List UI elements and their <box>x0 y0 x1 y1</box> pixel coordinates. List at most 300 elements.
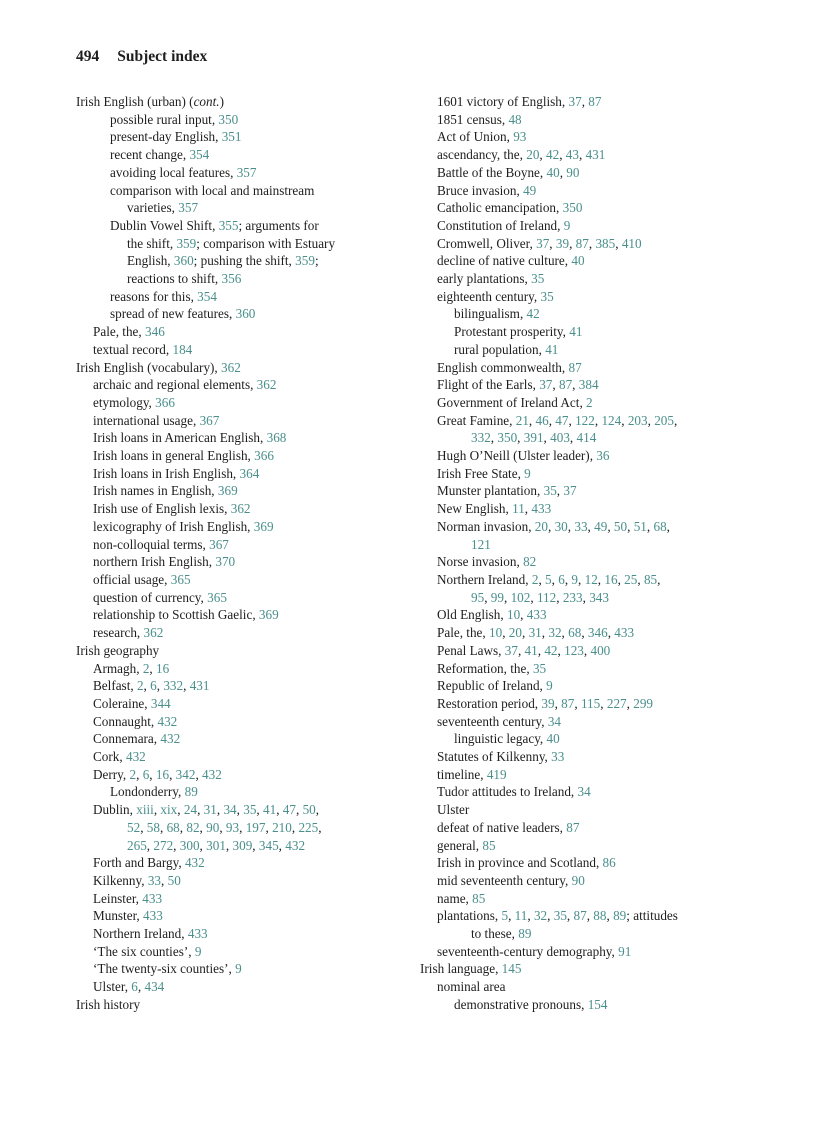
page-reference-link[interactable]: 391 <box>523 430 544 446</box>
page-reference-link[interactable]: 51 <box>633 518 647 534</box>
entry-text: reasons for this, <box>110 288 198 304</box>
entry-text: , <box>219 819 226 835</box>
entry-text: Munster plantation, <box>437 483 544 499</box>
page-reference-link[interactable]: 2 <box>142 660 150 676</box>
entry-text: mid seventeenth century, <box>437 872 572 888</box>
entry-text: textual record, <box>93 341 173 357</box>
page-reference-link[interactable]: 432 <box>157 713 178 729</box>
entry-text: , <box>179 819 187 835</box>
index-entry <box>420 482 760 500</box>
page-reference-link[interactable]: 34 <box>547 713 562 729</box>
index-entry <box>76 872 406 890</box>
page-reference-link[interactable]: 350 <box>562 200 583 216</box>
page-reference-link[interactable]: 355 <box>218 217 239 233</box>
entry-text: , <box>588 235 596 251</box>
entry-text: Penal Laws, <box>437 642 505 658</box>
index-entry <box>76 447 406 465</box>
page-reference-link[interactable]: 351 <box>221 129 242 145</box>
index-entry <box>420 465 760 483</box>
entry-text: , <box>568 412 576 428</box>
index-entry <box>76 854 406 872</box>
page-reference-link[interactable]: 9 <box>546 678 553 694</box>
page-reference-link[interactable]: 112 <box>536 589 557 605</box>
page-reference-link[interactable]: 68 <box>653 518 667 534</box>
entry-text: , <box>574 695 581 711</box>
entry-text: bilingualism, <box>454 306 527 322</box>
entry-text: Connaught, <box>93 713 158 729</box>
page-reference-link[interactable]: 35 <box>540 288 554 304</box>
page-reference-link[interactable]: 37 <box>539 377 553 393</box>
page-reference-link[interactable]: 122 <box>575 412 595 428</box>
entry-text: , <box>137 979 145 995</box>
entry-text: , <box>239 819 246 835</box>
entry-text: question of currency, <box>93 589 208 605</box>
page-reference-link[interactable]: 35 <box>553 908 567 924</box>
page-reference-link[interactable]: 2 <box>531 571 539 587</box>
entry-text: Connemara, <box>93 731 161 747</box>
page-reference-link[interactable]: 356 <box>221 271 242 287</box>
page-reference-link[interactable]: 9 <box>524 465 531 481</box>
index-entry <box>420 235 760 253</box>
page-reference-link[interactable]: 359 <box>295 253 315 269</box>
page-reference-link[interactable]: 2 <box>136 678 144 694</box>
page-reference-link[interactable]: 47 <box>282 802 296 818</box>
page-reference-link[interactable]: 87 <box>561 695 575 711</box>
page-reference-link[interactable]: 40 <box>571 253 585 269</box>
page-reference-link[interactable]: 2 <box>129 766 137 782</box>
page-reference-link[interactable]: 41 <box>263 802 277 818</box>
page-reference-link[interactable]: 123 <box>564 642 584 658</box>
page-reference-link[interactable]: 233 <box>562 589 583 605</box>
page-reference-link[interactable]: 32 <box>533 908 548 924</box>
entry-text: , <box>183 678 190 694</box>
entry-text: , <box>508 908 515 924</box>
entry-text: ; <box>314 253 319 269</box>
entry-text: , <box>199 837 207 853</box>
entry-text: , <box>569 235 576 251</box>
entry-text: , <box>551 571 559 587</box>
page-reference-link[interactable]: xix <box>160 802 178 818</box>
page-reference-link[interactable]: 265 <box>127 837 147 853</box>
entry-text: timeline, <box>437 766 487 782</box>
page-reference-link[interactable]: 5 <box>545 571 552 587</box>
index-entry <box>76 146 406 164</box>
entry-text: , <box>521 625 529 641</box>
index-entry <box>420 978 760 996</box>
page-reference-link[interactable]: 433 <box>142 890 163 906</box>
page-reference-link[interactable]: 39 <box>555 235 570 251</box>
entry-text: , <box>607 518 614 534</box>
page-reference-link[interactable]: 197 <box>245 819 266 835</box>
page-reference-link[interactable]: 41 <box>524 642 538 658</box>
page-reference-link[interactable]: 434 <box>144 979 165 995</box>
page-reference-link[interactable]: 90 <box>566 164 580 180</box>
page-reference-link[interactable]: 6 <box>150 678 157 694</box>
page-reference-link[interactable]: 432 <box>202 766 222 782</box>
page-reference-link[interactable]: 20 <box>508 625 522 641</box>
page-reference-link[interactable]: 354 <box>197 288 217 304</box>
page-reference-link[interactable]: 370 <box>215 554 236 570</box>
page-reference-link[interactable]: 384 <box>578 377 599 393</box>
entry-text: Pale, the, <box>437 625 490 641</box>
page-reference-link[interactable]: 362 <box>143 625 164 641</box>
index-entry <box>420 553 760 571</box>
page-reference-link[interactable]: 10 <box>489 625 503 641</box>
entry-text: , <box>657 571 661 587</box>
index-entry <box>420 376 760 394</box>
entry-text: , <box>581 625 588 641</box>
page-reference-link[interactable]: 34 <box>577 784 591 800</box>
page-reference-link[interactable]: 24 <box>183 802 198 818</box>
page-reference-link[interactable]: 50 <box>613 518 628 534</box>
page-reference-link[interactable]: 25 <box>624 571 638 587</box>
page-reference-link[interactable]: 99 <box>490 589 504 605</box>
page-reference-link[interactable]: 403 <box>550 430 570 446</box>
entry-text: , <box>583 642 591 658</box>
entry-text: , <box>556 589 563 605</box>
page-reference-link[interactable]: 366 <box>254 448 274 464</box>
page-reference-link[interactable]: 48 <box>508 111 522 127</box>
page-reference-link[interactable]: 89 <box>613 908 627 924</box>
page-reference-link[interactable]: 16 <box>155 766 170 782</box>
page-reference-link[interactable]: 346 <box>587 625 608 641</box>
index-entry <box>76 925 406 943</box>
page-reference-link[interactable]: 433 <box>531 501 552 517</box>
page-reference-link[interactable]: 82 <box>186 819 200 835</box>
index-entry <box>76 465 406 483</box>
entry-text: 1851 census, <box>437 111 509 127</box>
page-reference-link[interactable]: 37 <box>536 235 550 251</box>
page-reference-link[interactable]: 12 <box>584 571 598 587</box>
page-reference-link[interactable]: 95 <box>471 589 485 605</box>
entry-text: , <box>153 802 161 818</box>
entry-text: , <box>315 802 320 818</box>
page-reference-link[interactable]: 432 <box>125 749 146 765</box>
entry-text: Ulster, <box>93 979 132 995</box>
page-reference-link[interactable]: 33 <box>574 518 588 534</box>
index-entry <box>76 536 406 554</box>
page-reference-link[interactable]: 39 <box>541 695 555 711</box>
page-reference-link[interactable]: 43 <box>565 147 579 163</box>
entry-text: Irish loans in Irish English, <box>93 465 240 481</box>
index-entry <box>76 359 406 377</box>
page-reference-link[interactable]: 145 <box>501 961 522 977</box>
page-reference-link[interactable]: 332 <box>471 430 491 446</box>
page-reference-link[interactable]: 86 <box>602 855 616 871</box>
page-reference-link[interactable]: 184 <box>172 341 193 357</box>
page-reference-link[interactable]: 367 <box>209 536 229 552</box>
page-reference-link[interactable]: 364 <box>239 465 260 481</box>
page-reference-link[interactable]: 400 <box>590 642 611 658</box>
page-reference-link[interactable]: 433 <box>614 625 635 641</box>
page-reference-link[interactable]: 366 <box>155 394 175 410</box>
entry-text: Government of Ireland Act, <box>437 394 587 410</box>
page-reference-link[interactable]: 419 <box>486 766 507 782</box>
page-reference-link[interactable]: 35 <box>531 271 545 287</box>
page-reference-link[interactable]: 205 <box>654 412 674 428</box>
entry-text: , <box>581 94 589 109</box>
page-reference-link[interactable]: 82 <box>523 554 537 570</box>
page-reference-link[interactable]: 432 <box>285 837 306 853</box>
page-reference-link[interactable]: 9 <box>194 943 202 959</box>
page-reference-link[interactable]: 87 <box>573 908 587 924</box>
page-reference-link[interactable]: 346 <box>145 324 165 340</box>
entry-text: , <box>549 235 556 251</box>
entry-text: non-colloquial terms, <box>93 536 210 552</box>
entry-text: , <box>554 695 562 711</box>
page-reference-link[interactable]: 360 <box>173 253 194 269</box>
page-reference-link[interactable]: 433 <box>143 908 163 924</box>
page-reference-link[interactable]: 41 <box>569 324 583 340</box>
page-reference-link[interactable]: 49 <box>523 182 537 198</box>
page-reference-link[interactable]: 58 <box>146 819 160 835</box>
page-reference-link[interactable]: 68 <box>568 625 582 641</box>
entry-text: , <box>517 430 524 446</box>
page-reference-link[interactable]: 368 <box>266 430 287 446</box>
page-reference-link[interactable]: 31 <box>203 802 217 818</box>
page-reference-link[interactable]: 50 <box>302 802 316 818</box>
page-reference-link[interactable]: 2 <box>586 394 593 410</box>
page-reference-link[interactable]: xiii <box>136 802 154 818</box>
page-reference-link[interactable]: 33 <box>147 872 162 888</box>
page-reference-link[interactable]: 42 <box>526 306 540 322</box>
page-reference-link[interactable]: 87 <box>566 819 580 835</box>
entry-text: official usage, <box>93 571 171 587</box>
page-reference-link[interactable]: 299 <box>633 695 653 711</box>
entry-text: , <box>149 660 156 676</box>
page-reference-link[interactable]: 89 <box>518 926 532 942</box>
page-reference-link[interactable]: 93 <box>225 819 240 835</box>
page-header <box>76 48 207 66</box>
page-reference-link[interactable]: 31 <box>528 625 542 641</box>
page-reference-link[interactable]: 85 <box>643 571 658 587</box>
page-reference-link[interactable]: 154 <box>587 996 608 1012</box>
page-reference-link[interactable]: 21 <box>515 412 529 428</box>
page-reference-link[interactable]: 360 <box>235 306 256 322</box>
page-reference-link[interactable]: 85 <box>482 837 496 853</box>
entry-text: Irish English (urban) ( <box>76 94 194 109</box>
page-reference-link[interactable]: 40 <box>546 164 560 180</box>
entry-text: Irish loans in general English, <box>93 448 255 464</box>
page-reference-link[interactable]: 20 <box>526 147 540 163</box>
page-reference-link[interactable]: 34 <box>223 802 237 818</box>
index-entry <box>76 624 406 642</box>
page-reference-link[interactable]: 367 <box>199 412 220 428</box>
page-reference-link[interactable]: 87 <box>575 235 589 251</box>
index-entry <box>76 128 406 146</box>
page-reference-link[interactable]: 343 <box>589 589 609 605</box>
page-reference-link[interactable]: 6 <box>558 571 565 587</box>
entry-text: Coleraine, <box>93 695 151 711</box>
page-reference-link[interactable]: 9 <box>235 961 242 977</box>
page-reference-link[interactable]: 359 <box>176 235 197 251</box>
page-reference-link[interactable]: 91 <box>618 943 632 959</box>
page-reference-link[interactable]: 369 <box>258 607 279 623</box>
page-reference-link[interactable]: 85 <box>472 890 486 906</box>
entry-text: ‘The six counties’, <box>93 943 195 959</box>
entry-text: , <box>161 872 168 888</box>
page-reference-link[interactable]: 115 <box>580 695 601 711</box>
page-reference-link[interactable]: 40 <box>546 731 560 747</box>
entry-text: Irish Free State, <box>437 465 525 481</box>
page-reference-link[interactable]: 362 <box>256 377 277 393</box>
page-reference-link[interactable]: 42 <box>546 147 560 163</box>
page-reference-link[interactable]: 35 <box>543 483 557 499</box>
index-entry <box>420 642 760 660</box>
entry-text: Tudor attitudes to Ireland, <box>437 784 578 800</box>
index-entry <box>76 270 406 288</box>
page-reference-link[interactable]: 88 <box>593 908 607 924</box>
page-reference-link[interactable]: 42 <box>544 642 558 658</box>
page-reference-link[interactable]: 121 <box>471 536 491 552</box>
entry-text: , <box>265 819 273 835</box>
page-reference-link[interactable]: 357 <box>236 164 257 180</box>
page-reference-link[interactable]: 37 <box>568 94 582 109</box>
page-reference-link[interactable]: 9 <box>571 571 578 587</box>
index-entry <box>420 164 760 182</box>
page-reference-link[interactable]: 5 <box>501 908 509 924</box>
page-reference-link[interactable]: 90 <box>206 819 220 835</box>
page-reference-link[interactable]: 33 <box>551 749 565 765</box>
page-reference-link[interactable]: 344 <box>150 695 171 711</box>
page-reference-link[interactable]: 362 <box>230 501 251 517</box>
page-reference-link[interactable]: 272 <box>153 837 174 853</box>
index-entry <box>76 907 406 925</box>
index-entry <box>420 305 760 323</box>
page-reference-link[interactable]: 16 <box>156 660 170 676</box>
page-reference-link[interactable]: 87 <box>568 359 582 375</box>
page-reference-link[interactable]: 124 <box>601 412 622 428</box>
page-reference-link[interactable]: 225 <box>298 819 319 835</box>
page-reference-link[interactable]: 332 <box>163 678 184 694</box>
page-reference-link[interactable]: 365 <box>207 589 227 605</box>
page-reference-link[interactable]: 41 <box>545 341 559 357</box>
page-reference-link[interactable]: 431 <box>189 678 210 694</box>
page-reference-link[interactable]: 90 <box>571 872 585 888</box>
index-entry <box>76 890 406 908</box>
page-reference-link[interactable]: 46 <box>535 412 549 428</box>
page-reference-link[interactable]: 37 <box>563 483 577 499</box>
page-reference-link[interactable]: 11 <box>512 501 525 517</box>
page-reference-link[interactable]: 87 <box>588 94 602 109</box>
entry-text: Norse invasion, <box>437 554 524 570</box>
index-entry <box>420 748 760 766</box>
page-reference-link[interactable]: 365 <box>170 571 191 587</box>
page-reference-link[interactable]: 227 <box>606 695 627 711</box>
page-reference-link[interactable]: 87 <box>558 377 573 393</box>
page-reference-link[interactable]: 102 <box>510 589 531 605</box>
entry-text: , <box>530 589 537 605</box>
entry-text: comparison with local and mainstream <box>110 182 315 198</box>
page-reference-link[interactable]: 30 <box>554 518 568 534</box>
page-reference-link[interactable]: 203 <box>627 412 648 428</box>
page-reference-link[interactable]: 35 <box>532 660 547 676</box>
entry-text: Cromwell, Oliver, <box>437 235 537 251</box>
page-reference-link[interactable]: 35 <box>243 802 257 818</box>
page-reference-link[interactable]: 354 <box>189 147 210 163</box>
page-reference-link[interactable]: 47 <box>555 412 569 428</box>
page-reference-link[interactable]: 385 <box>595 235 616 251</box>
entry-text: , <box>159 819 167 835</box>
page-reference-link[interactable]: 301 <box>206 837 226 853</box>
page-reference-link[interactable]: 210 <box>272 819 292 835</box>
entry-text: , <box>578 571 585 587</box>
entry-text: Great Famine, <box>437 412 516 428</box>
page-reference-link[interactable]: 68 <box>166 819 180 835</box>
index-entry <box>76 589 406 607</box>
index-entry <box>420 819 760 837</box>
page-reference-link[interactable]: 50 <box>167 872 181 888</box>
index-entry <box>420 536 760 554</box>
page-reference-link[interactable]: 37 <box>504 642 518 658</box>
entry-text: , <box>626 695 634 711</box>
page-reference-link[interactable]: 362 <box>221 359 241 375</box>
index-entry <box>420 341 760 359</box>
entry-text: , <box>276 802 283 818</box>
page-reference-link[interactable]: 32 <box>548 625 562 641</box>
index-entry <box>420 660 760 678</box>
page-reference-link[interactable]: 433 <box>526 607 547 623</box>
entry-text: Irish in province and Scotland, <box>437 855 603 871</box>
page-reference-link[interactable]: 357 <box>178 200 199 216</box>
page-reference-link[interactable]: 369 <box>253 518 274 534</box>
page-reference-link[interactable]: 20 <box>534 518 548 534</box>
page-reference-link[interactable]: 93 <box>513 129 527 145</box>
entry-text: , <box>503 589 511 605</box>
page-reference-link[interactable]: 433 <box>187 926 208 942</box>
entry-text: , <box>143 678 151 694</box>
page-reference-link[interactable]: 342 <box>175 766 196 782</box>
page-reference-link[interactable]: 432 <box>184 855 205 871</box>
page-reference-link[interactable]: 350 <box>497 430 518 446</box>
page-reference-link[interactable]: 10 <box>506 607 521 623</box>
entry-text: , <box>557 642 565 658</box>
page-reference-link[interactable]: 350 <box>218 111 239 127</box>
index-entry <box>76 252 406 270</box>
page-reference-link[interactable]: 300 <box>179 837 200 853</box>
page-reference-link[interactable]: 52 <box>127 819 141 835</box>
page-reference-link[interactable]: 9 <box>563 217 571 233</box>
page-reference-link[interactable]: 432 <box>160 731 181 747</box>
page-reference-link[interactable]: 36 <box>596 448 610 464</box>
page-reference-link[interactable]: 369 <box>217 483 238 499</box>
entry-text: , <box>543 430 551 446</box>
page-reference-link[interactable]: 6 <box>142 766 150 782</box>
page-reference-link[interactable]: 414 <box>576 430 597 446</box>
page-reference-link[interactable]: 89 <box>184 784 198 800</box>
page-reference-link[interactable]: 49 <box>594 518 608 534</box>
entry-text: , <box>586 908 594 924</box>
page-reference-link[interactable]: 410 <box>621 235 642 251</box>
entry-text: , <box>564 571 572 587</box>
entry-text: name, <box>437 890 473 906</box>
page-reference-link[interactable]: 16 <box>604 571 618 587</box>
page-reference-link[interactable]: 11 <box>514 908 528 924</box>
index-entry <box>76 819 406 837</box>
entry-text: Cork, <box>93 749 126 765</box>
entry-text: Reformation, the, <box>437 660 533 676</box>
page-reference-link[interactable]: 6 <box>131 979 138 995</box>
index-entry <box>76 394 406 412</box>
entry-text: etymology, <box>93 394 156 410</box>
entry-text: relationship to Scottish Gaelic, <box>93 607 259 623</box>
index-entry <box>76 305 406 323</box>
page-reference-link[interactable]: 345 <box>258 837 279 853</box>
entry-text: Leinster, <box>93 890 143 906</box>
page-reference-link[interactable]: 431 <box>585 147 606 163</box>
index-entry <box>76 960 406 978</box>
page-reference-link[interactable]: 309 <box>232 837 253 853</box>
